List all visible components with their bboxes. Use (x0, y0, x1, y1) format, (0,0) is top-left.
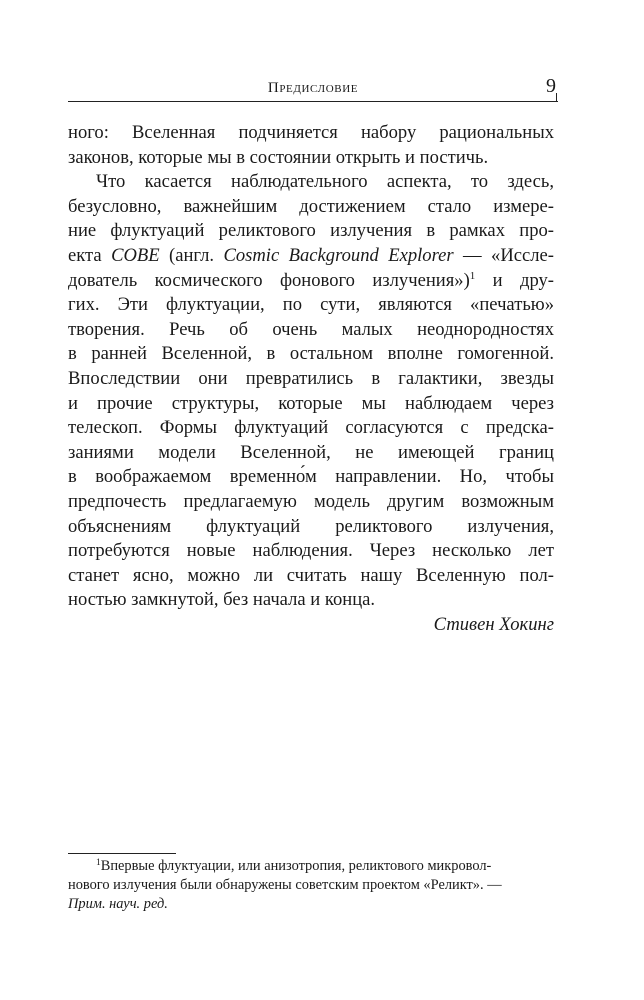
text-line: ного: Вселенная подчиняется набору рациональных (68, 122, 554, 143)
footnote-text: Впервые флуктуации, или анизотропия, реликтового микровол- (100, 858, 492, 874)
footnote-marker: 1 (96, 858, 101, 868)
text-line: ностью замкнутой, без начала и конца. (68, 589, 376, 611)
text-line (68, 244, 554, 269)
footnote-rule (68, 853, 176, 854)
project-name: COBE (111, 244, 160, 266)
text-line (68, 269, 554, 294)
text-line: гих. Эти флуктуации, по сути, являются «печатью» (68, 294, 554, 316)
header-rule-tick (556, 93, 557, 102)
text-line: творения. Речь об очень малых неоднородностях (68, 318, 554, 340)
text-line: станет ясно, можно ли считать нашу Вселенную пол- (68, 564, 554, 586)
text-span: дователь космического фонового излучения») (68, 269, 470, 291)
text-line: законов, которые мы в состоянии открыть и постичь. (68, 146, 489, 168)
text-line: безусловно, важнейшим достижением стало измере- (68, 195, 554, 217)
text-line: предпочесть предлагаемую модель другим возможным (68, 490, 554, 512)
text-line: в воображаемом временно́м направлении. Но, чтобы (68, 466, 554, 488)
text-line: объяснениям флуктуаций реликтового излучения, (68, 515, 554, 537)
editor-note: Прим. науч. ред. (68, 896, 168, 912)
text-line: телескоп. Формы флуктуаций согласуются с предска- (68, 417, 554, 439)
text-line: Что касается наблюдательного аспекта, то здесь, (96, 171, 554, 193)
text-line: заниями модели Вселенной, не имеющей границ (68, 441, 554, 463)
page-number: 9 (546, 75, 556, 97)
footnote-line (68, 857, 554, 876)
text-line: Впоследствии они превратились в галактики, звезды (68, 367, 554, 389)
text-line: в ранней Вселенной, в остальном вполне гомогенной. (68, 343, 554, 365)
text-line: ние флуктуаций реликтового излучения в рамках про- (68, 220, 554, 242)
footnote-ref[interactable]: 1 (469, 269, 476, 282)
header-rule (68, 101, 558, 102)
author-signature: Стивен Хокинг (433, 613, 554, 635)
project-full-name: Cosmic Background Explorer (223, 244, 454, 266)
chapter-title: Предисловие (267, 80, 359, 96)
body-text (68, 121, 554, 637)
text-line: потребуются новые наблюдения. Через несколько лет (68, 540, 554, 562)
footnote-line: нового излучения были обнаружены советским проектом «Реликт». — (68, 877, 502, 893)
text-span: — «Иссле- (453, 244, 554, 266)
footnote-line (68, 895, 554, 914)
text-span: (англ. (159, 244, 224, 266)
running-head (68, 75, 558, 102)
footnote (68, 857, 554, 914)
text-span: и дру- (475, 269, 554, 291)
text-span: екта (68, 244, 112, 266)
text-line: и прочие структуры, которые мы наблюдаем через (68, 392, 554, 414)
